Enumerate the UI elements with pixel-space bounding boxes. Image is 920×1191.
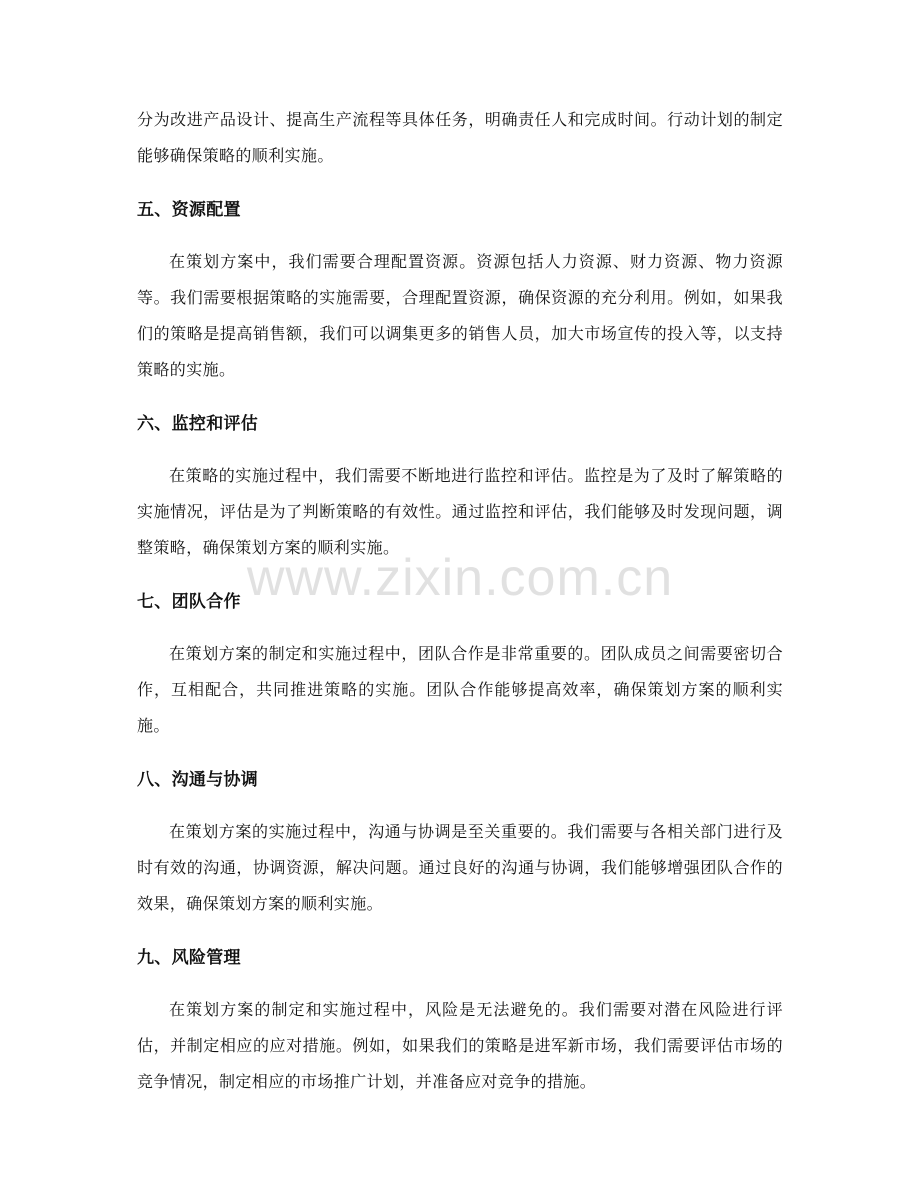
spacer [137,922,783,940]
section-heading-monitoring-evaluation: 六、监控和评估 [137,414,259,434]
spacer [137,566,783,584]
spacer [137,442,783,458]
spacer [137,228,783,244]
spacer [137,744,783,762]
document-body [137,102,783,1100]
section-heading-resource-allocation: 五、资源配置 [137,200,241,220]
section-paragraph-risk-management: 在策划方案的制定和实施过程中，风险是无法避免的。我们需要对潜在风险进行评估，并制定相应的应对措施。例如，如果我们的策略是进军新市场，我们需要评估市场的竞争情况，制定相应的市场推广计划，并准备应对竞争的措施。 [137,1000,783,1091]
watermark-text: www.zixin.com.cn [246,549,674,607]
section-paragraph-monitoring-evaluation: 在策略的实施过程中，我们需要不断地进行监控和评估。监控是为了及时了解策略的实施情况，评估是为了判断策略的有效性。通过监控和评估，我们能够及时发现问题，调整策略，确保策划方案的顺利实施。 [137,466,783,557]
spacer [137,388,783,406]
section-paragraph-communication: 在策划方案的实施过程中，沟通与协调是至关重要的。我们需要与各相关部门进行及时有效的沟通，协调资源，解决问题。通过良好的沟通与协调，我们能够增强团队合作的效果，确保策划方案的顺利实施。 [137,822,783,913]
section-heading-teamwork: 七、团队合作 [137,592,241,612]
section-paragraph-teamwork: 在策划方案的制定和实施过程中，团队合作是非常重要的。团队成员之间需要密切合作，互相配合，共同推进策略的实施。团队合作能够提高效率，确保策划方案的顺利实施。 [137,644,783,735]
section-paragraph-resource-allocation: 在策划方案中，我们需要合理配置资源。资源包括人力资源、财力资源、物力资源等。我们需要根据策略的实施需要，合理配置资源，确保资源的充分利用。例如，如果我们的策略是提高销售额，我们可以调集更多的销售人员，加大市场宣传的投入等，以支持策略的实施。 [137,252,783,379]
section-heading-risk-management: 九、风险管理 [137,948,241,968]
section-heading-communication: 八、沟通与协调 [137,770,259,790]
spacer [137,174,783,192]
intro-paragraph: 分为改进产品设计、提高生产流程等具体任务，明确责任人和完成时间。行动计划的制定能够确保策略的顺利实施。 [137,110,783,165]
spacer [137,976,783,992]
spacer [137,620,783,636]
spacer [137,798,783,814]
